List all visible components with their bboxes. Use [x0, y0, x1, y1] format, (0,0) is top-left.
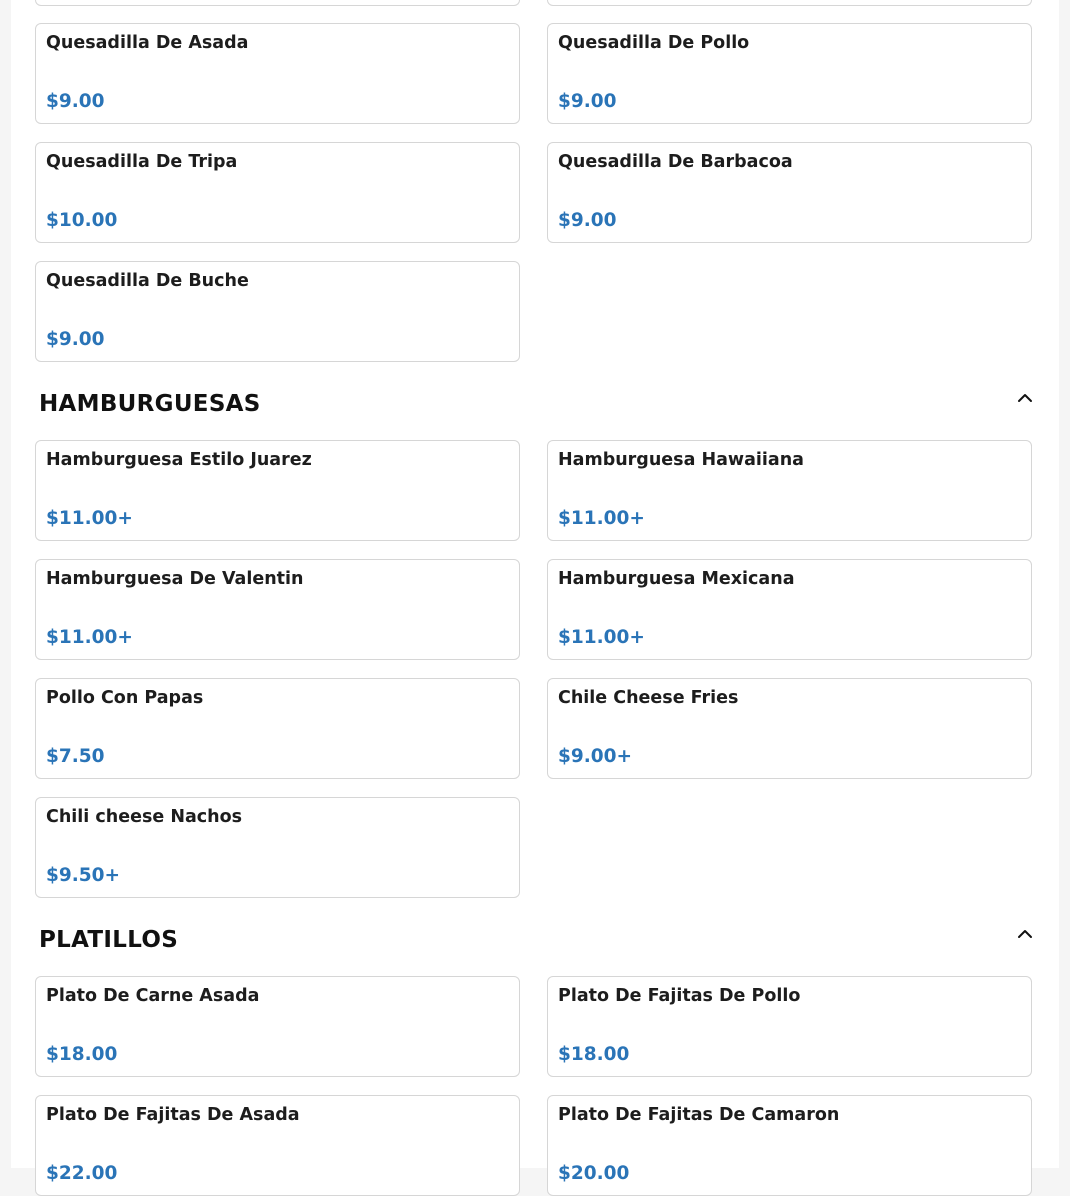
menu-item-card[interactable]	[35, 559, 520, 660]
menu-item-price: $18.00	[558, 1044, 630, 1065]
menu-item-price: $9.50+	[46, 865, 121, 886]
menu-item-card[interactable]	[547, 142, 1032, 243]
menu-item-card[interactable]	[35, 23, 520, 124]
menu-item-price: $11.00+	[558, 627, 645, 648]
menu-item-price: $11.00+	[46, 627, 133, 648]
menu-item-price: $18.00	[46, 1044, 118, 1065]
menu-item-name: Hamburguesa Mexicana	[558, 569, 795, 589]
menu-item-name: Chile Cheese Fries	[558, 688, 739, 708]
menu-item-card[interactable]	[35, 1095, 520, 1196]
menu-item-price: $9.00	[46, 91, 105, 112]
menu-item-name: Chili cheese Nachos	[46, 807, 243, 827]
menu-item-card[interactable]	[35, 440, 520, 541]
menu-item-name: Hamburguesa De Valentin	[46, 569, 304, 589]
menu-item-price: $9.00+	[558, 746, 633, 767]
menu-item-name: Hamburguesa Hawaiiana	[558, 450, 804, 470]
menu-item-card-partial[interactable]	[547, 0, 1032, 6]
menu-item-price: $9.00	[46, 329, 105, 350]
chevron-up-icon[interactable]	[1016, 389, 1034, 407]
section-title-hamburguesas: HAMBURGUESAS	[39, 391, 261, 417]
menu-item-name: Quesadilla De Asada	[46, 33, 249, 53]
menu-item-name: Plato De Fajitas De Asada	[46, 1105, 300, 1125]
menu-item-card[interactable]	[35, 678, 520, 779]
menu-item-name: Plato De Fajitas De Camaron	[558, 1105, 840, 1125]
menu-item-card[interactable]	[35, 976, 520, 1077]
menu-item-price: $22.00	[46, 1163, 118, 1184]
menu-item-name: Hamburguesa Estilo Juarez	[46, 450, 312, 470]
menu-item-card[interactable]	[547, 440, 1032, 541]
menu-item-card-partial[interactable]	[35, 0, 520, 6]
menu-item-name: Quesadilla De Pollo	[558, 33, 750, 53]
menu-item-name: Quesadilla De Barbacoa	[558, 152, 793, 172]
menu-item-price: $7.50	[46, 746, 105, 767]
section-title-platillos: PLATILLOS	[39, 927, 179, 953]
menu-item-card[interactable]	[35, 142, 520, 243]
menu-item-name: Pollo Con Papas	[46, 688, 204, 708]
menu-item-name: Quesadilla De Tripa	[46, 152, 238, 172]
menu-item-price: $11.00+	[46, 508, 133, 529]
menu-item-card[interactable]	[35, 261, 520, 362]
menu-item-price: $10.00	[46, 210, 118, 231]
menu-item-card[interactable]	[547, 976, 1032, 1077]
menu-item-price: $9.00	[558, 91, 617, 112]
menu-item-name: Plato De Fajitas De Pollo	[558, 986, 801, 1006]
menu-item-card[interactable]	[547, 678, 1032, 779]
menu-item-name: Plato De Carne Asada	[46, 986, 260, 1006]
menu-item-card[interactable]	[547, 23, 1032, 124]
menu-item-price: $11.00+	[558, 508, 645, 529]
menu-item-card[interactable]	[35, 797, 520, 898]
menu-item-card[interactable]	[547, 559, 1032, 660]
menu-item-name: Quesadilla De Buche	[46, 271, 249, 291]
menu-item-price: $20.00	[558, 1163, 630, 1184]
menu-item-price: $9.00	[558, 210, 617, 231]
chevron-up-icon[interactable]	[1016, 925, 1034, 943]
menu-item-card[interactable]	[547, 1095, 1032, 1196]
